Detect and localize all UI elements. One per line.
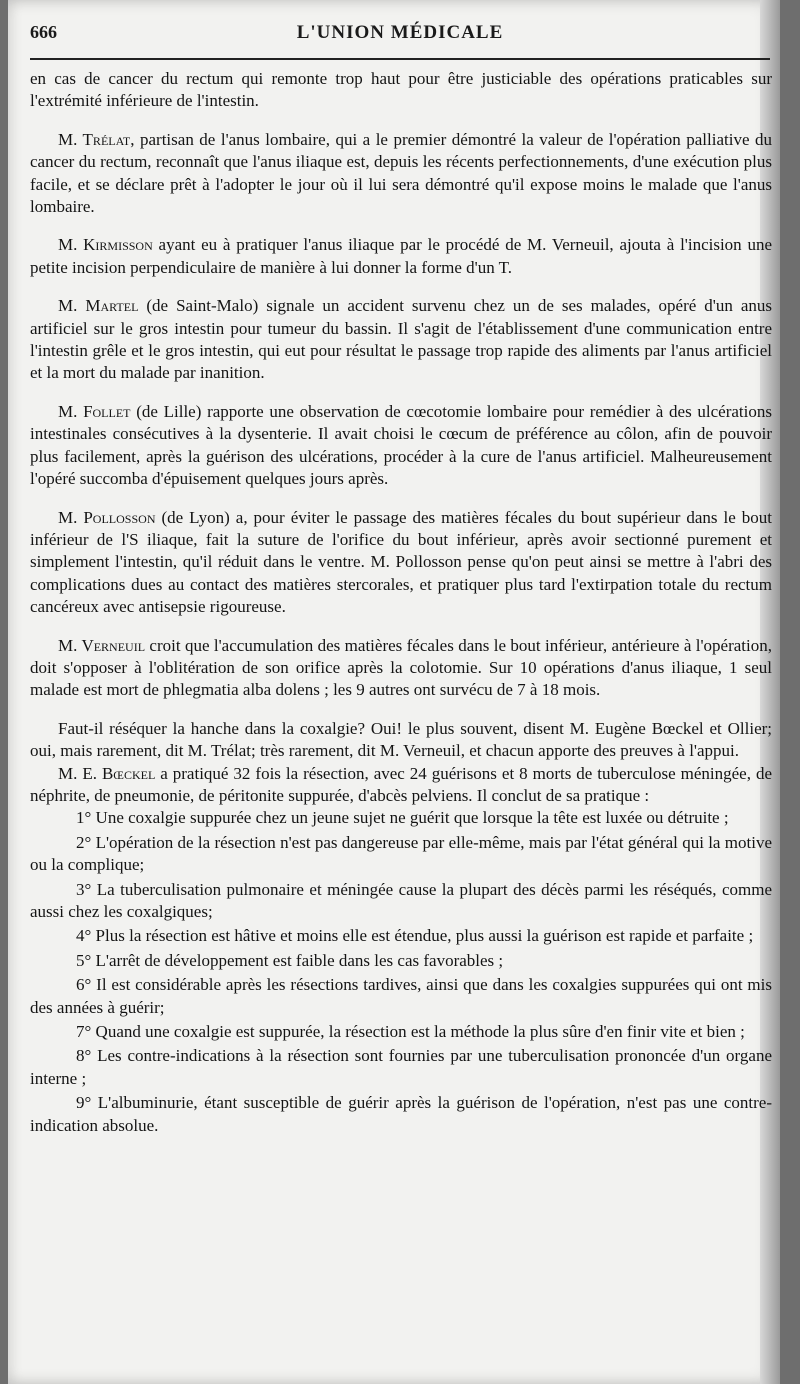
list-item: 8° Les contre-indications à la résection sont fournies par une tuberculisation prononcée d'un organe interne ;: [30, 1046, 772, 1088]
speaker-name: M. Follet: [58, 401, 131, 421]
paragraph-trelat: [30, 129, 772, 219]
list-item: 2° L'opération de la résection n'est pas dangereuse par elle-même, mais par l'état général qui la motive ou la complique;: [30, 832, 772, 875]
speaker-name: M. E. Bœckel: [58, 763, 156, 783]
list-item: 5° L'arrêt de développement est faible dans les cas favorables ;: [76, 950, 504, 970]
document-page: [8, 0, 780, 1384]
paragraph-continuation: [30, 68, 772, 113]
paragraph-text: (de Lyon) a, pour éviter le passage des matières fécales du bout supérieur dans le bout inférieur de l'S iliaque, fait la suture de l'orifice du bout inférieur, après avoir sectionné purement et simplement l'intestin, qu'il réduit dans le ventre. M. Pollosson pense qu'on peut ainsi se mettre à l'abri des complications dues au contact des matières stercorales, et pratiquer plus tard l'extirpation totale du rectum cancéreux avec antisepsie rigoureuse.: [30, 507, 772, 617]
paragraph-pollosson: [30, 507, 772, 619]
paragraph-text: (de Lille) rapporte une observation de cœcotomie lombaire pour remédier à des ulcérations intestinales consécutives à la dysenterie. Il avait choisi le cœcum de préférence au côlon, afin de pouvoir plus facilement, après la guérison des ulcérations, procéder à la cure de l'anus artificiel. Malheureusement l'opéré succomba d'épuisement quelques jours après.: [30, 401, 772, 489]
paragraph-verneuil: [30, 635, 772, 702]
paragraph-text: ayant eu à pratiquer l'anus iliaque par le procédé de M. Verneuil, ajouta à l'incision une petite incision perpendiculaire de manière à lui donner la forme d'un T.: [30, 235, 772, 277]
speaker-name: M. Pollosson: [58, 507, 156, 527]
paragraph-martel: [30, 295, 772, 385]
paragraph-text: en cas de cancer du rectum qui remonte trop haut pour être justiciable des opérations praticables sur l'extrémité inférieure de l'intestin.: [30, 69, 772, 111]
list-item: 1° Une coxalgie suppurée chez un jeune sujet ne guérit que lorsque la tête est luxée ou détruite ;: [76, 808, 729, 828]
list-item: 3° La tuberculisation pulmonaire et méningée cause la plupart des décès parmi les réséqués, comme aussi chez les coxalgiques;: [30, 879, 772, 921]
speaker-name: M. Martel: [58, 296, 139, 316]
paragraph-follet: [30, 401, 772, 491]
paragraph-text: (de Saint-Malo) signale un accident survenu chez un de ses malades, opéré d'un anus artificiel sur le gros intestin pour tumeur du bassin. Il s'agit de l'établissement d'une communication entre l'intestin grêle et le gros intestin, qui eut pour résultat le passage trop rapide des aliments par l'anus artificiel et la mort du malade par inanition.: [30, 296, 772, 383]
header-rule: [30, 58, 770, 60]
list-item: 9° L'albuminurie, étant susceptible de guérir après la guérison de l'opération, n'est pas une contre-indication absolue.: [30, 1093, 772, 1135]
running-head-title: L'UNION MÉDICALE: [296, 22, 504, 43]
page-number: 666: [30, 22, 57, 42]
speaker-name: M. Kirmisson: [58, 235, 153, 255]
article-body: [30, 68, 772, 1139]
speaker-name: M. Verneuil: [58, 635, 146, 655]
paragraph-text: , partisan de l'anus lombaire, qui a le premier démontré la valeur de l'opération palliative du cancer du rectum, reconnaît que l'anus iliaque est, depuis les récents perfectionnements, d'une exécution plus facile, et se déclare prêt à l'adopter le jour où il lui sera démontré qu'il expose moins le malade que l'anus lombaire.: [30, 129, 772, 217]
paragraph-kirmisson: [30, 234, 772, 279]
page-header: [30, 22, 770, 48]
paragraph-text: croit que l'accumulation des matières fécales dans le bout inférieur, antérieure à l'opération, doit s'opposer à l'oblitération de son orifice après la colotomie. Sur 10 opérations d'anus iliaque, 1 seul malade est mort de phlegmatia alba dolens ; les 9 autres ont survécu de 7 à 18 mois.: [30, 635, 772, 700]
conclusions-list: [30, 807, 772, 1137]
paragraph-text: a pratiqué 32 fois la résection, avec 24 guérisons et 8 morts de tuberculose méningée, de néphrite, de pneumonie, de péritonite suppurée, d'abcès pelviens. Il conclut de sa pratique :: [30, 763, 772, 805]
list-item: 6° Il est considérable après les résections tardives, ainsi que dans les coxalgies suppurées qui ont mis des années à guérir;: [30, 975, 772, 1017]
list-item: 4° Plus la résection est hâtive et moins elle est étendue, plus aussi la guérison est rapide et parfaite ;: [76, 926, 754, 946]
list-item: 7° Quand une coxalgie est suppurée, la résection est la méthode la plus sûre d'en finir vite et bien ;: [76, 1022, 745, 1042]
paragraph-coxalgie-intro: Faut-il réséquer la hanche dans la coxalgie? Oui! le plus souvent, disent M. Eugène Bœckel et Ollier; oui, mais rarement, dit M. Trélat; très rarement, dit M. Verneuil, et chacun apporte des preuves à l'appui.: [30, 718, 772, 761]
speaker-name: M. Trélat: [58, 129, 131, 149]
paragraph-boeckel: [30, 763, 772, 808]
